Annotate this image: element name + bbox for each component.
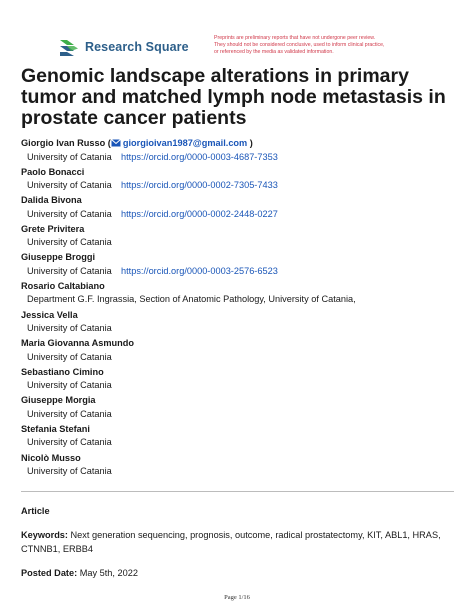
envelope-icon (111, 139, 121, 147)
notice-line: Preprints are preliminary reports that have not undergone peer review. (214, 35, 376, 41)
preprint-notice (214, 35, 434, 56)
keywords (21, 529, 451, 556)
author-affiliation: University of Catania (27, 237, 112, 248)
author-affiliation: University of Catania (27, 151, 112, 162)
author-entry (21, 423, 461, 452)
notice-line: They should not be considered conclusive, used to inform clinical practice, (214, 42, 385, 48)
author-affiliation: University of Catania (27, 380, 112, 391)
page-number: Page 1/16 (224, 594, 250, 601)
author-name: Sebastiano Cimino (21, 366, 104, 377)
notice-line: or referenced by the media as validated information. (214, 49, 334, 55)
author-name: Giorgio Ivan Russo (21, 138, 106, 148)
author-entry (21, 309, 461, 338)
paper-title: Genomic landscape alterations in primary tumor and matched lymph node metastasis in prostate cancer patients (21, 65, 446, 129)
author-entry (21, 166, 461, 195)
author-name: Giuseppe Morgia (21, 395, 96, 406)
posted-date-label: Posted Date: (21, 568, 78, 578)
author-name: Giuseppe Broggi (21, 252, 96, 263)
author-entry (21, 280, 461, 309)
author-name: Stefania Stefani (21, 423, 90, 434)
author-affiliation: University of Catania (27, 408, 112, 419)
author-name: Maria Giovanna Asmundo (21, 338, 134, 349)
author-affiliation: University of Catania (27, 180, 112, 191)
orcid-link[interactable]: https://orcid.org/0000-0003-2576-6523 (121, 265, 278, 276)
article-type: Article (21, 506, 50, 516)
orcid-link[interactable]: https://orcid.org/0000-0003-4687-7353 (121, 151, 278, 162)
author-name: Grete Privitera (21, 223, 85, 234)
author-entry (21, 194, 461, 223)
research-square-logo-icon (58, 38, 80, 56)
section-divider (21, 491, 454, 492)
author-entry (21, 251, 461, 280)
keywords-label: Keywords: (21, 530, 68, 540)
author-affiliation: University of Catania (27, 265, 112, 276)
author-entry (21, 223, 461, 252)
author-name: Rosario Caltabiano (21, 280, 105, 291)
author-affiliation: University of Catania (27, 466, 112, 477)
author-list (21, 137, 461, 480)
author-name: Paolo Bonacci (21, 166, 85, 177)
author-entry (21, 394, 461, 423)
orcid-link[interactable]: https://orcid.org/0000-0002-7305-7433 (121, 180, 278, 191)
author-email-link[interactable]: giorgioivan1987@gmail.com (122, 138, 248, 148)
logo-text: Research Square (85, 40, 189, 54)
author-name: Dalida Bivona (21, 195, 82, 206)
author-entry (21, 337, 461, 366)
author-name: Nicolò Musso (21, 452, 81, 463)
keywords-text: Next generation sequencing, prognosis, outcome, radical prostatectomy, KIT, ABL1, HRAS, CTNNB1, ERBB4 (21, 530, 441, 554)
research-square-logo[interactable] (58, 38, 189, 56)
orcid-link[interactable]: https://orcid.org/0000-0002-2448-0227 (121, 208, 278, 219)
author-entry (21, 366, 461, 395)
author-affiliation: University of Catania (27, 208, 112, 219)
author-affiliation: University of Catania (27, 323, 112, 334)
posted-date (21, 567, 138, 581)
author-affiliation: University of Catania (27, 351, 112, 362)
author-name: Jessica Vella (21, 309, 78, 320)
author-affiliation: University of Catania (27, 437, 112, 448)
author-entry (21, 452, 461, 481)
author-affiliation: Department G.F. Ingrassia, Section of Anatomic Pathology, University of Catania, (27, 294, 356, 305)
author-entry: Giorgio Ivan Russo ( giorgioivan1987@gmail.com ) University of Catania https://orcid.org/0000-0003-4687-7353 (21, 137, 461, 166)
posted-date-value: May 5th, 2022 (79, 568, 138, 578)
